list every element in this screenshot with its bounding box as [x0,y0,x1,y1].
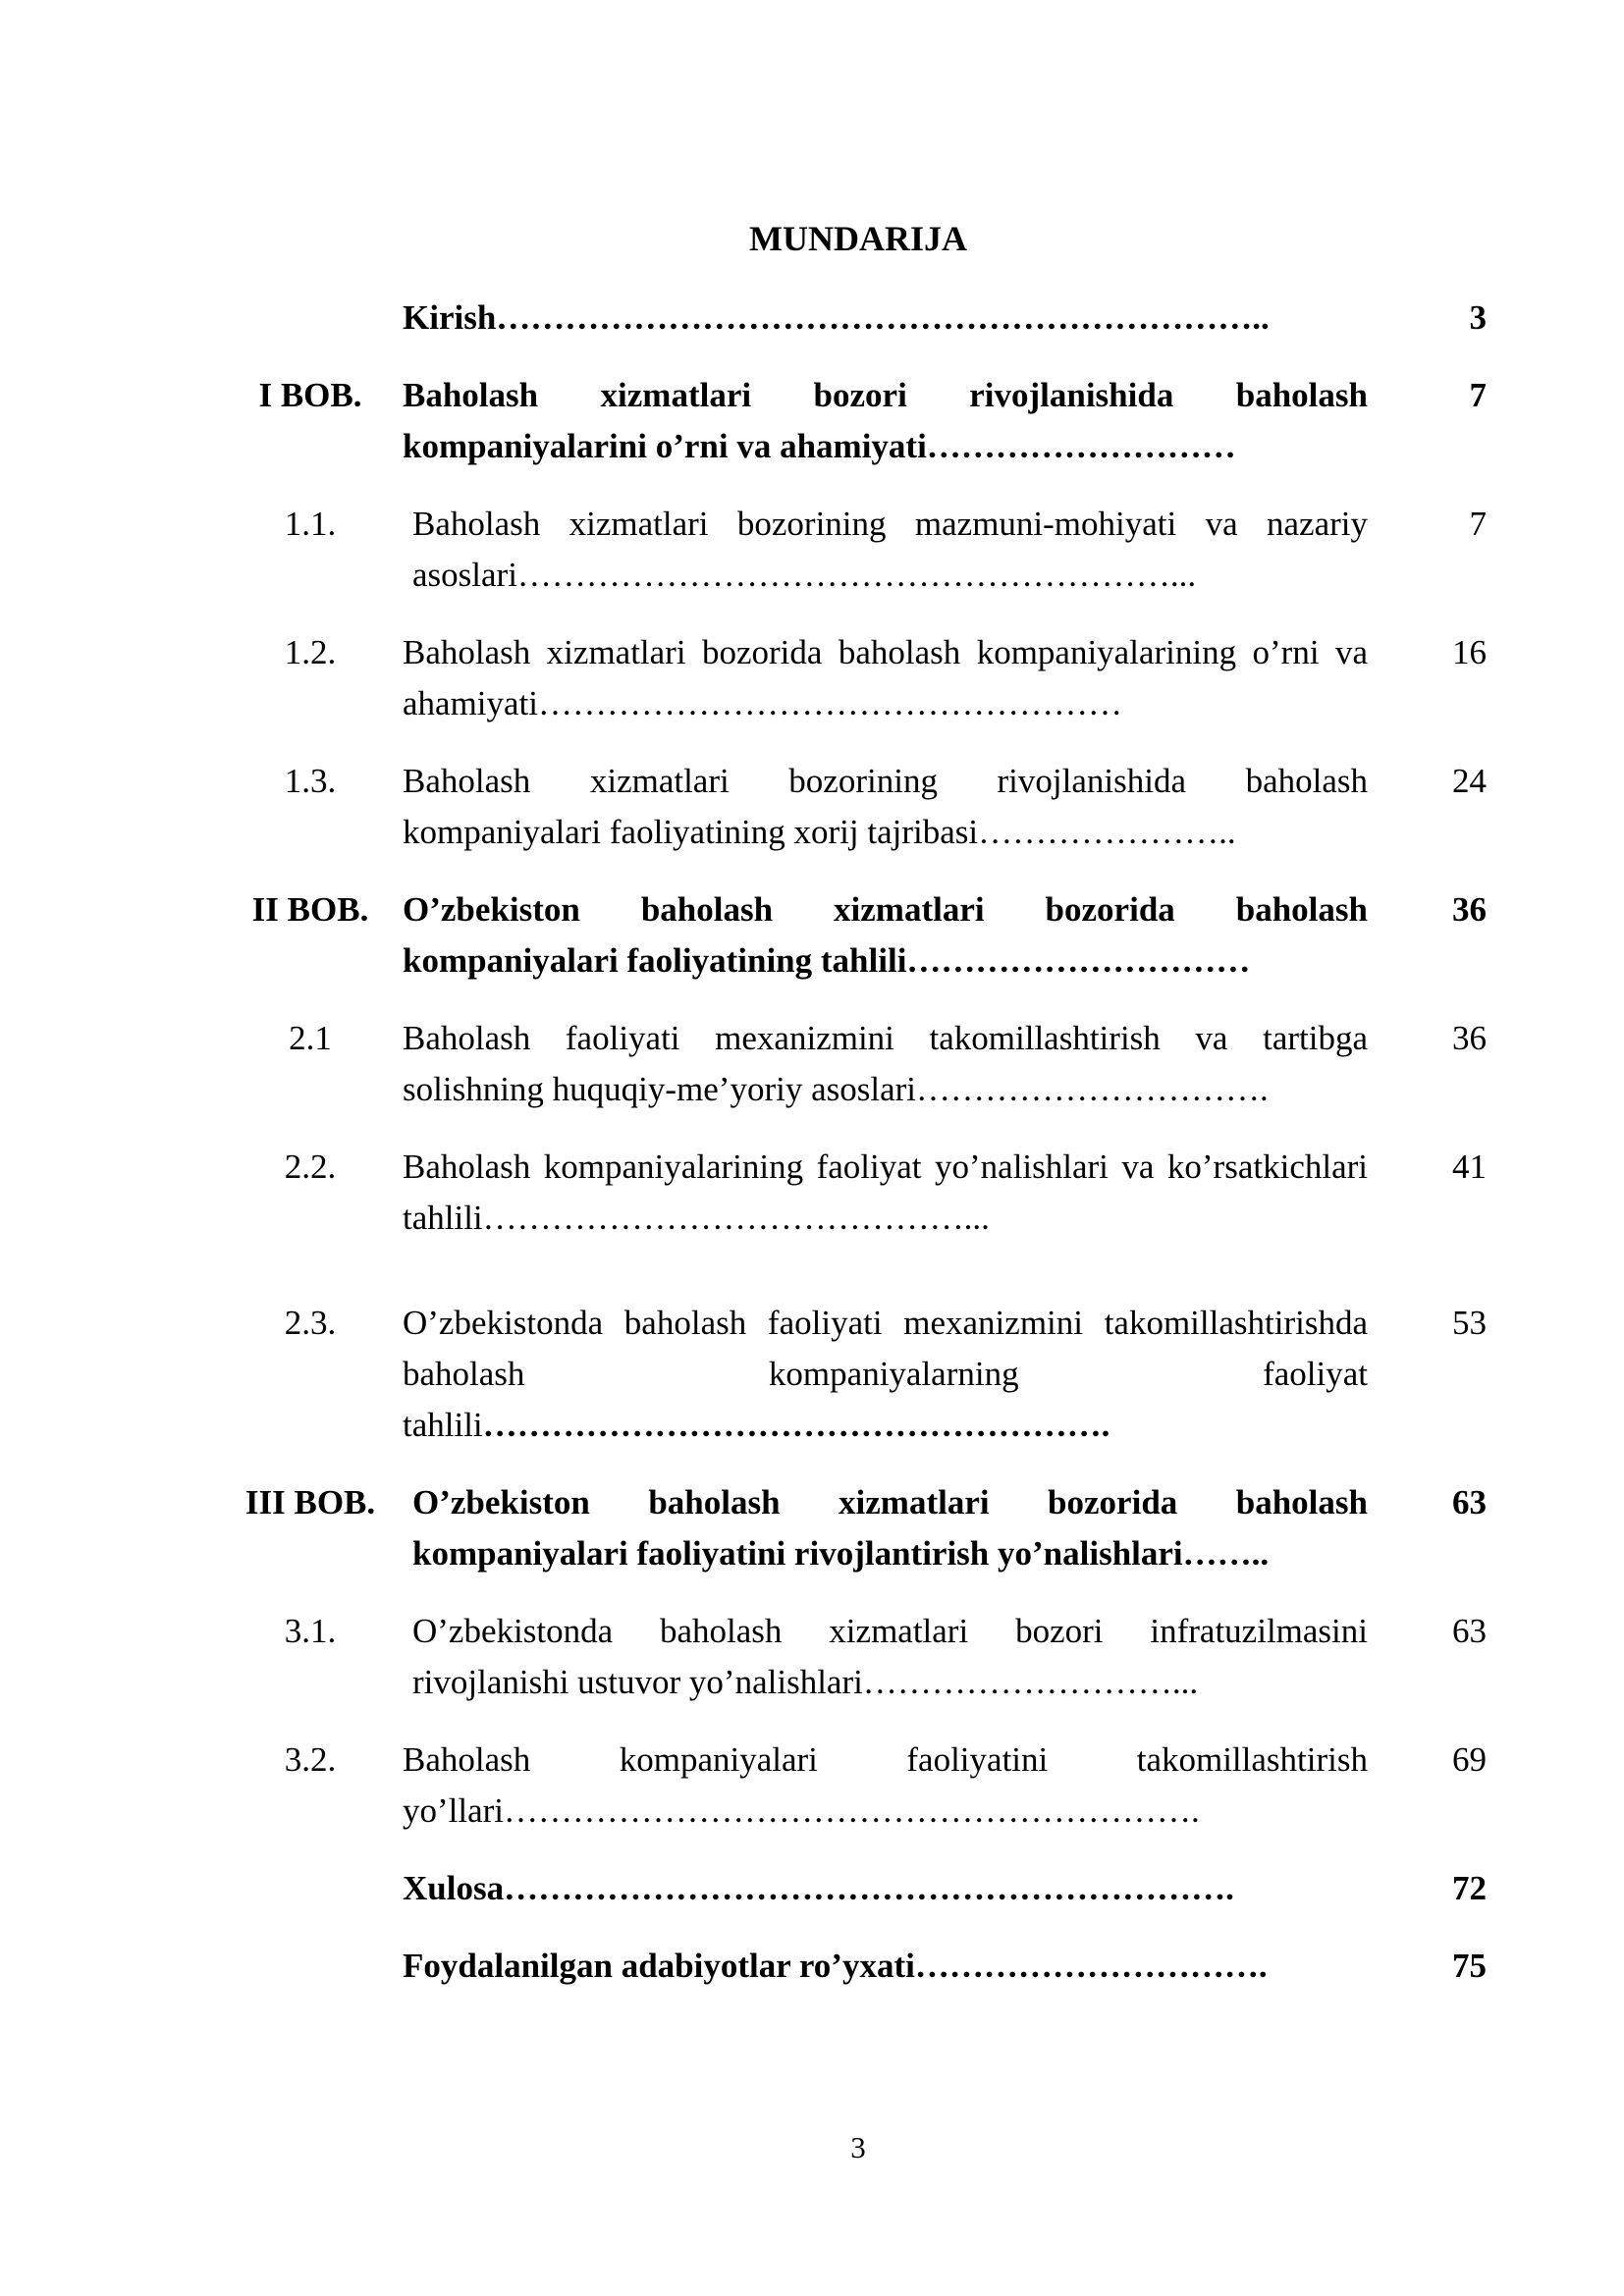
toc-entry-title [403,1298,1368,1451]
toc-entry-title: O’zbekiston baholash xizmatlari bozorida baholash kompaniyalari faoliyatini rivojlantirish yo’nalishlari…….. [412,1483,1368,1573]
toc-entry-title: Xulosa………………………………………………………. [403,1869,1234,1907]
toc-entry-title: Baholash xizmatlari bozorining mazmuni-mohiyati va nazariy asoslari…………………………………………………... [412,505,1368,594]
toc-entry-title: Foydalanilgan adabiyotlar ro’yxati…………………………. [403,1947,1268,1985]
toc-entry-title: Baholash kompaniyalarining faoliyat yo’nalishlari va ko’rsatkichlari tahlili……………………………………... [403,1148,1368,1237]
toc-entry-title: Kirish………………………………………………………….. [403,298,1270,337]
toc-entry-number: 2.3. [284,1304,337,1342]
toc-entry-page: 36 [1452,1019,1487,1057]
table-of-contents [218,293,1504,1992]
toc-entry-page: 63 [1452,1612,1487,1650]
toc-entry-2-3[interactable] [218,1298,1504,1451]
toc-entry-title-text: O’zbekistonda baholash faoliyati mexanizmini takomillashtirishda baholash kompaniyalarning faoliyat tahlili [403,1304,1368,1444]
toc-entry-page: 53 [1452,1304,1487,1342]
toc-entry-1-3[interactable] [218,756,1504,858]
toc-entry-2-2[interactable] [218,1142,1504,1244]
toc-entry-page: 72 [1452,1869,1487,1907]
toc-entry-title: O’zbekistonda baholash xizmatlari bozori infratuzilmasini rivojlanishi ustuvor yo’nalishlari………………………... [412,1612,1368,1701]
toc-entry-xulosa[interactable] [218,1863,1504,1914]
toc-entry-page: 75 [1452,1947,1487,1985]
toc-entry-number: II BOB. [251,890,369,929]
toc-entry-title: Baholash xizmatlari bozorida baholash kompaniyalarining o’rni va ahamiyati…………………………………………… [403,633,1368,722]
toc-entry-dot-leader: ………………………………………………. [482,1406,1110,1444]
toc-entry-number: 1.1. [284,505,337,543]
toc-entry-page: 24 [1452,762,1487,800]
toc-entry-kirish[interactable] [218,293,1504,344]
toc-entry-number: 2.1 [289,1019,332,1057]
toc-entry-title: Baholash faoliyati mexanizmini takomillashtirish va tartibga solishning huquqiy-me’yoriy asoslari…………………………. [403,1019,1368,1108]
toc-entry-chapter-3[interactable] [218,1477,1504,1579]
page-title: MUNDARIJA [749,219,967,258]
toc-entry-page: 63 [1452,1483,1487,1522]
toc-entry-title: Baholash xizmatlari bozori rivojlanishida baholash kompaniyalarini o’rni va ahamiyati……………………… [403,376,1368,465]
toc-entry-3-2[interactable] [218,1735,1504,1837]
toc-entry-page: 41 [1452,1148,1487,1186]
toc-entry-3-1[interactable] [218,1606,1504,1708]
toc-entry-number: 1.2. [284,633,337,671]
toc-entry-page: 36 [1452,890,1487,929]
toc-entry-title: O’zbekiston baholash xizmatlari bozorida baholash kompaniyalari faoliyatining tahlili………………………… [403,890,1368,980]
toc-entry-references[interactable] [218,1941,1504,1992]
toc-entry-number: I BOB. [258,376,362,414]
toc-entry-chapter-2[interactable] [218,884,1504,987]
toc-entry-number: 3.1. [284,1612,337,1650]
toc-entry-title: Baholash kompaniyalari faoliyatini takomillashtirish yo’llari……………………………………………………. [403,1740,1368,1830]
toc-entry-page: 7 [1469,505,1487,543]
toc-entry-title: Baholash xizmatlari bozorining rivojlanishida baholash kompaniyalari faoliyatining xorij tajribasi………………….. [403,762,1368,851]
toc-entry-1-1[interactable] [218,499,1504,601]
toc-entry-number: 2.2. [284,1148,337,1186]
toc-entry-page: 3 [1469,298,1487,337]
page-number: 3 [850,2130,866,2164]
toc-entry-number: 1.3. [284,762,337,800]
toc-entry-2-1[interactable] [218,1013,1504,1115]
toc-entry-page: 16 [1452,633,1487,671]
toc-entry-1-2[interactable] [218,627,1504,729]
toc-entry-number: III BOB. [244,1483,376,1522]
toc-entry-chapter-1[interactable] [218,370,1504,472]
toc-entry-page: 7 [1469,376,1487,414]
toc-entry-number: 3.2. [284,1740,337,1779]
toc-entry-page: 69 [1452,1740,1487,1779]
